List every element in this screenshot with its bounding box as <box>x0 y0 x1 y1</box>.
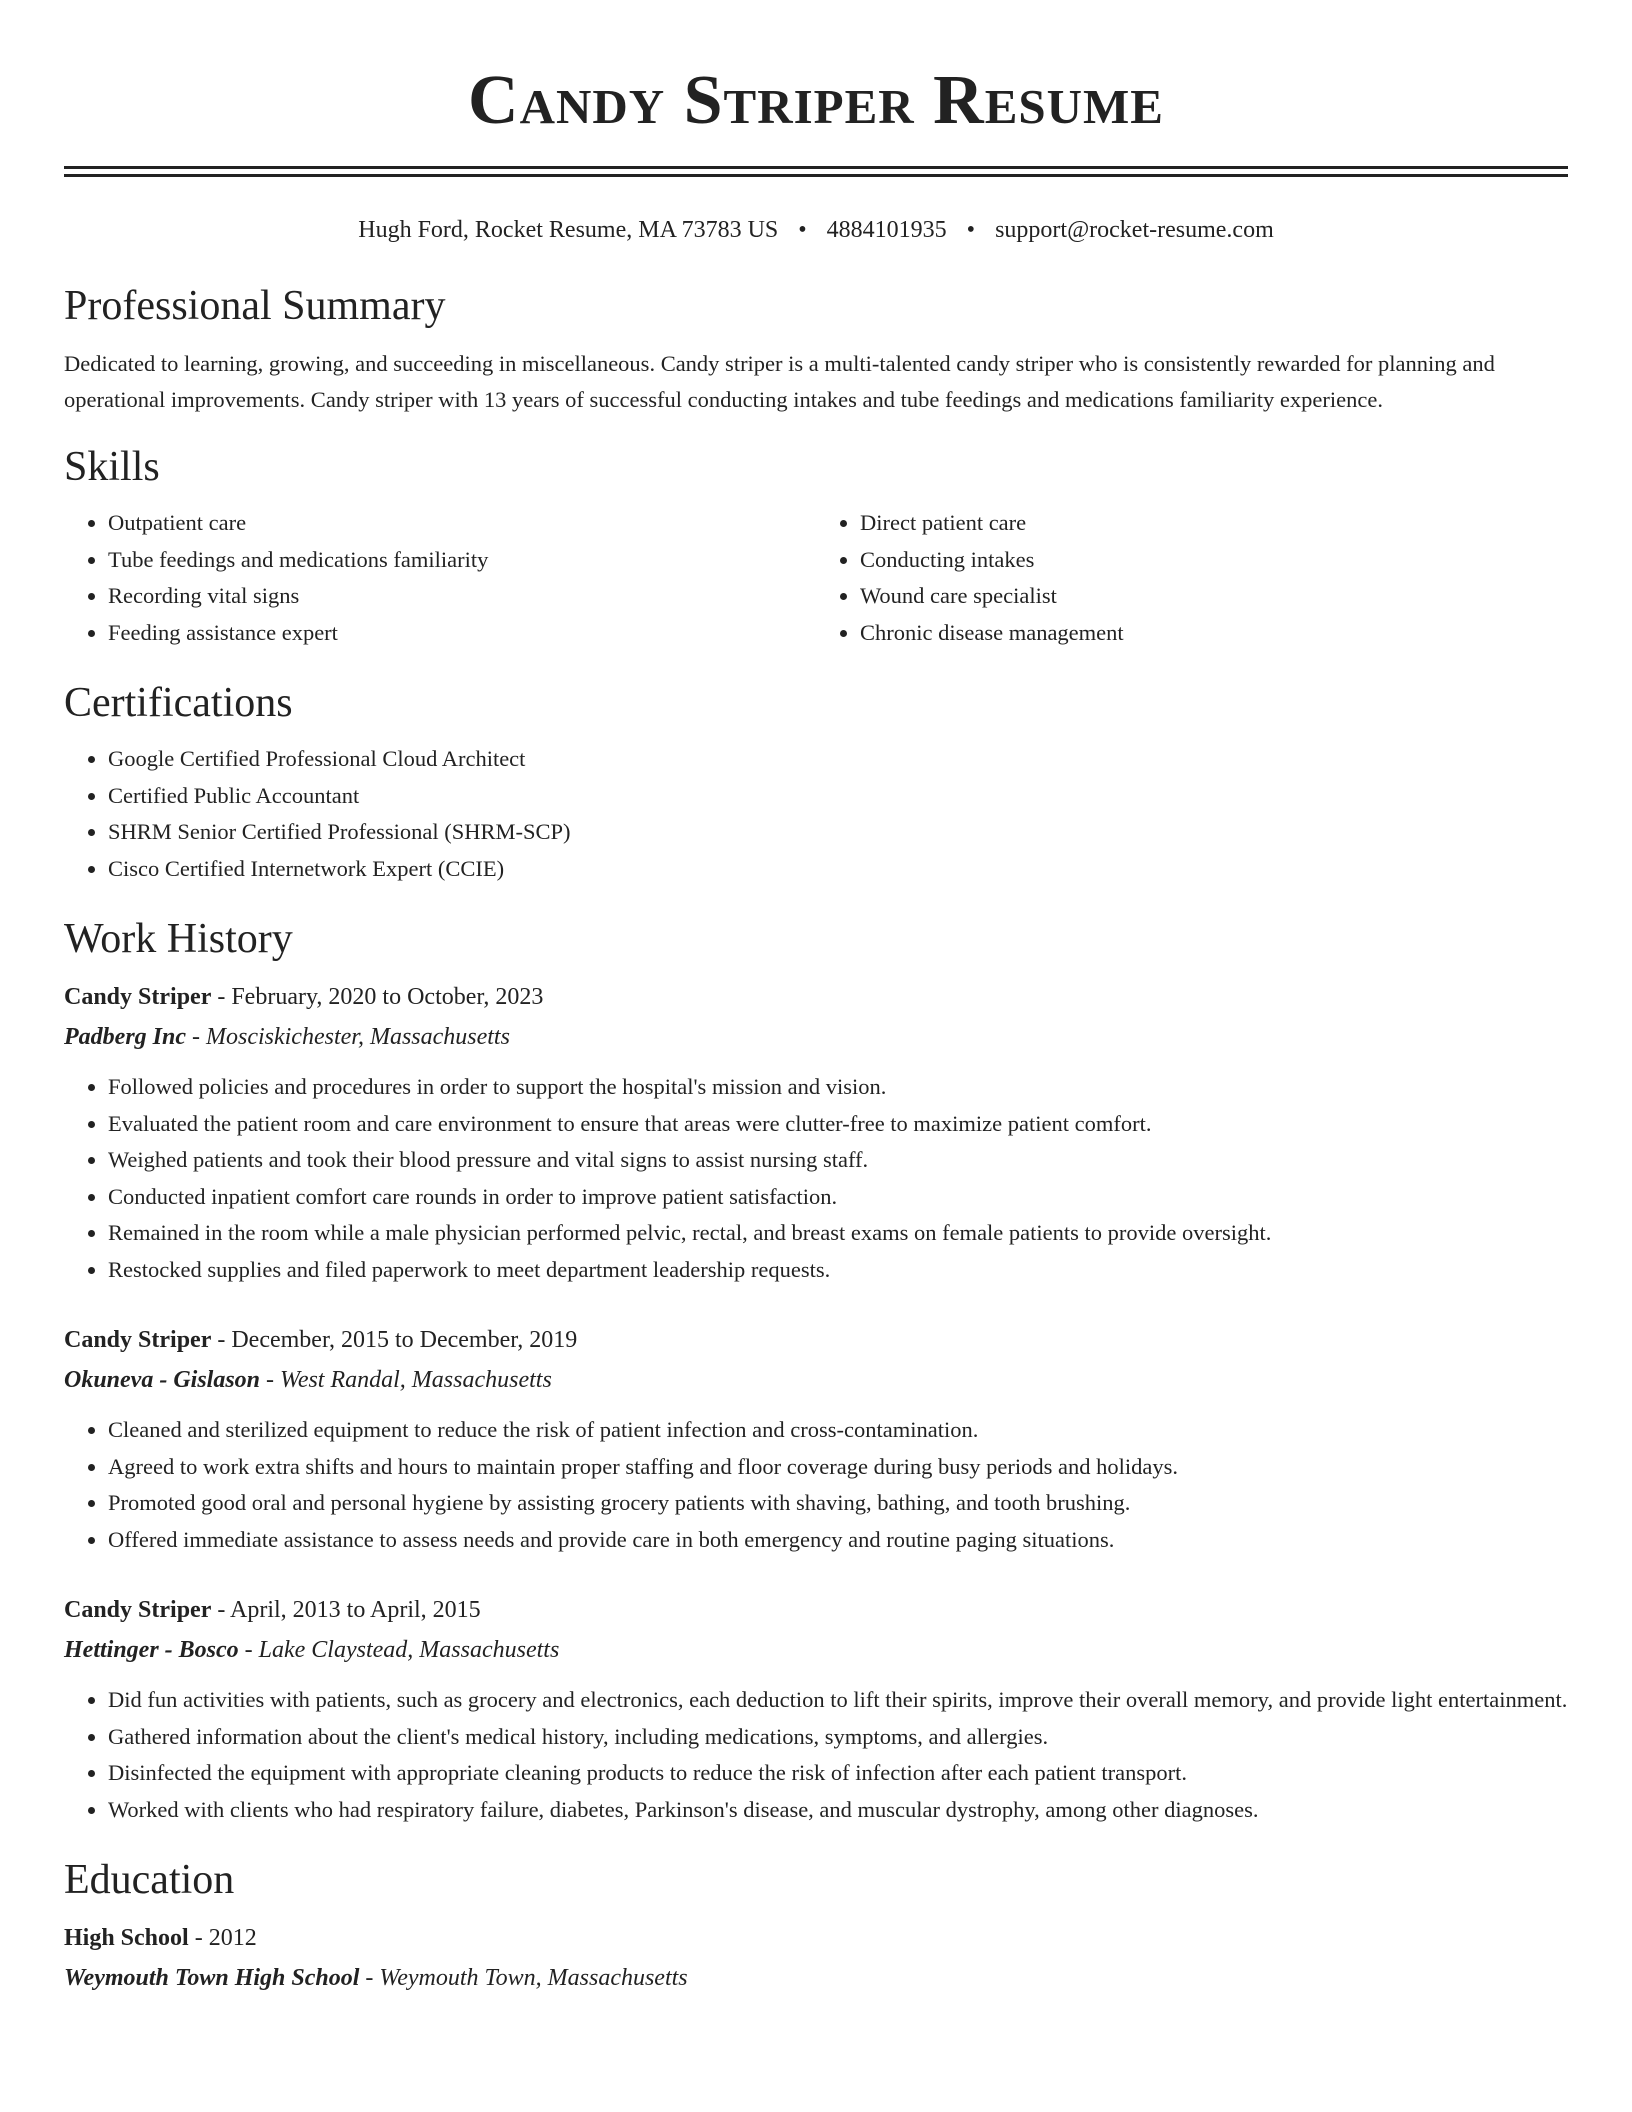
job-bullets <box>64 1682 1568 1828</box>
contact-line <box>64 215 1568 245</box>
job-bullets <box>64 1069 1568 1288</box>
contact-email: support@rocket-resume.com <box>995 217 1274 243</box>
job-employer <box>64 1360 1568 1400</box>
skills-list-left <box>64 505 816 651</box>
job-location: - West Randal, Massachusetts <box>260 1367 552 1393</box>
skill-item: • Chronic disease management <box>860 615 1568 652</box>
education-school-line <box>64 1958 1568 1998</box>
job-bullet: • Restocked supplies and filed paperwork to meet department leadership requests. <box>108 1252 1568 1289</box>
skill-item: • Direct patient care <box>860 505 1568 542</box>
work-history-heading: Work History <box>64 916 293 962</box>
education-heading: Education <box>64 1857 235 1903</box>
resume-page <box>64 0 1568 1998</box>
job-bullet: • Evaluated the patient room and care environment to ensure that areas were clutter-free to maximize patient comfort. <box>108 1106 1568 1143</box>
education-school: Weymouth Town High School <box>64 1965 360 1991</box>
skills-list-right <box>816 505 1568 651</box>
skills-columns <box>64 505 1568 651</box>
job-bullet: • Offered immediate assistance to assess needs and provide care in both emergency and routine paging situations. <box>108 1522 1568 1559</box>
job-employer <box>64 1017 1568 1057</box>
skill-item: • Tube feedings and medications familiarity <box>108 542 816 579</box>
job-header <box>64 977 1568 1017</box>
summary-text: Dedicated to learning, growing, and succeeding in miscellaneous. Candy striper is a multi-talented candy striper who is consistently rewarded for planning and operational improvements. Candy striper with 13 years of successful conducting intakes and tube feedings and medications familiarity experience. <box>64 351 1495 412</box>
job-bullet: • Promoted good oral and personal hygiene by assisting grocery patients with shaving, bathing, and tooth brushing. <box>108 1485 1568 1522</box>
job-entry <box>64 977 1568 1288</box>
summary-heading: Professional Summary <box>64 283 446 329</box>
job-bullet: • Worked with clients who had respiratory failure, diabetes, Parkinson's disease, and muscular dystrophy, among other diagnoses. <box>108 1792 1568 1829</box>
job-title: Candy Striper <box>64 1327 212 1353</box>
contact-phone: 4884101935 <box>826 217 947 243</box>
job-bullet: • Agreed to work extra shifts and hours to maintain proper staffing and floor coverage during busy periods and holidays. <box>108 1449 1568 1486</box>
job-company: Okuneva - Gislason <box>64 1367 261 1393</box>
education-degree: High School <box>64 1925 189 1951</box>
job-bullet: • Conducted inpatient comfort care rounds in order to improve patient satisfaction. <box>108 1179 1568 1216</box>
job-company: Padberg Inc <box>64 1024 186 1050</box>
job-entry <box>64 1320 1568 1558</box>
certifications-heading: Certifications <box>64 680 293 726</box>
certification-item: • Certified Public Accountant <box>108 778 1568 815</box>
job-title: Candy Striper <box>64 1597 212 1623</box>
skill-item: • Outpatient care <box>108 505 816 542</box>
skill-item: • Recording vital signs <box>108 578 816 615</box>
job-bullet: • Gathered information about the client's medical history, including medications, symptoms, and allergies. <box>108 1719 1568 1756</box>
job-title: Candy Striper <box>64 984 212 1010</box>
job-company: Hettinger - Bosco <box>64 1637 239 1663</box>
job-header <box>64 1320 1568 1360</box>
certification-item: • Cisco Certified Internetwork Expert (CCIE) <box>108 851 1568 888</box>
contact-separator: • <box>798 217 807 243</box>
resume-title: Candy Striper Resume <box>468 62 1164 139</box>
job-bullet: • Cleaned and sterilized equipment to reduce the risk of patient infection and cross-contamination. <box>108 1412 1568 1449</box>
skill-item: • Conducting intakes <box>860 542 1568 579</box>
certification-item: • SHRM Senior Certified Professional (SHRM-SCP) <box>108 814 1568 851</box>
job-header <box>64 1590 1568 1630</box>
certifications-list <box>64 741 1568 887</box>
job-bullet: • Disinfected the equipment with appropriate cleaning products to reduce the risk of infection after each patient transport. <box>108 1755 1568 1792</box>
job-bullet: • Weighed patients and took their blood pressure and vital signs to assist nursing staff. <box>108 1142 1568 1179</box>
job-dates: - December, 2015 to December, 2019 <box>211 1327 578 1353</box>
job-bullets <box>64 1412 1568 1558</box>
education-header <box>64 1918 1568 1958</box>
title-double-rule <box>64 166 1568 177</box>
education-entry <box>64 1918 1568 1998</box>
job-location: - Lake Claystead, Massachusetts <box>238 1637 560 1663</box>
job-bullet: • Did fun activities with patients, such as grocery and electronics, each deduction to lift their spirits, improve their overall memory, and provide light entertainment. <box>108 1682 1568 1719</box>
job-dates: - April, 2013 to April, 2015 <box>211 1597 481 1623</box>
job-bullet: • Followed policies and procedures in order to support the hospital's mission and vision. <box>108 1069 1568 1106</box>
skills-heading: Skills <box>64 444 160 490</box>
job-employer <box>64 1630 1568 1670</box>
skill-item: • Wound care specialist <box>860 578 1568 615</box>
education-location: - Weymouth Town, Massachusetts <box>359 1965 688 1991</box>
education-year: - 2012 <box>188 1925 257 1951</box>
contact-separator: • <box>966 217 976 243</box>
job-entry <box>64 1590 1568 1828</box>
contact-address: Hugh Ford, Rocket Resume, MA 73783 US <box>358 217 779 243</box>
skill-item: • Feeding assistance expert <box>108 615 816 652</box>
job-location: - Mosciskichester, Massachusetts <box>186 1024 510 1050</box>
job-bullet: • Remained in the room while a male physician performed pelvic, rectal, and breast exams on female patients to provide oversight. <box>108 1215 1568 1252</box>
job-dates: - February, 2020 to October, 2023 <box>211 984 544 1010</box>
certification-item: • Google Certified Professional Cloud Architect <box>108 741 1568 778</box>
